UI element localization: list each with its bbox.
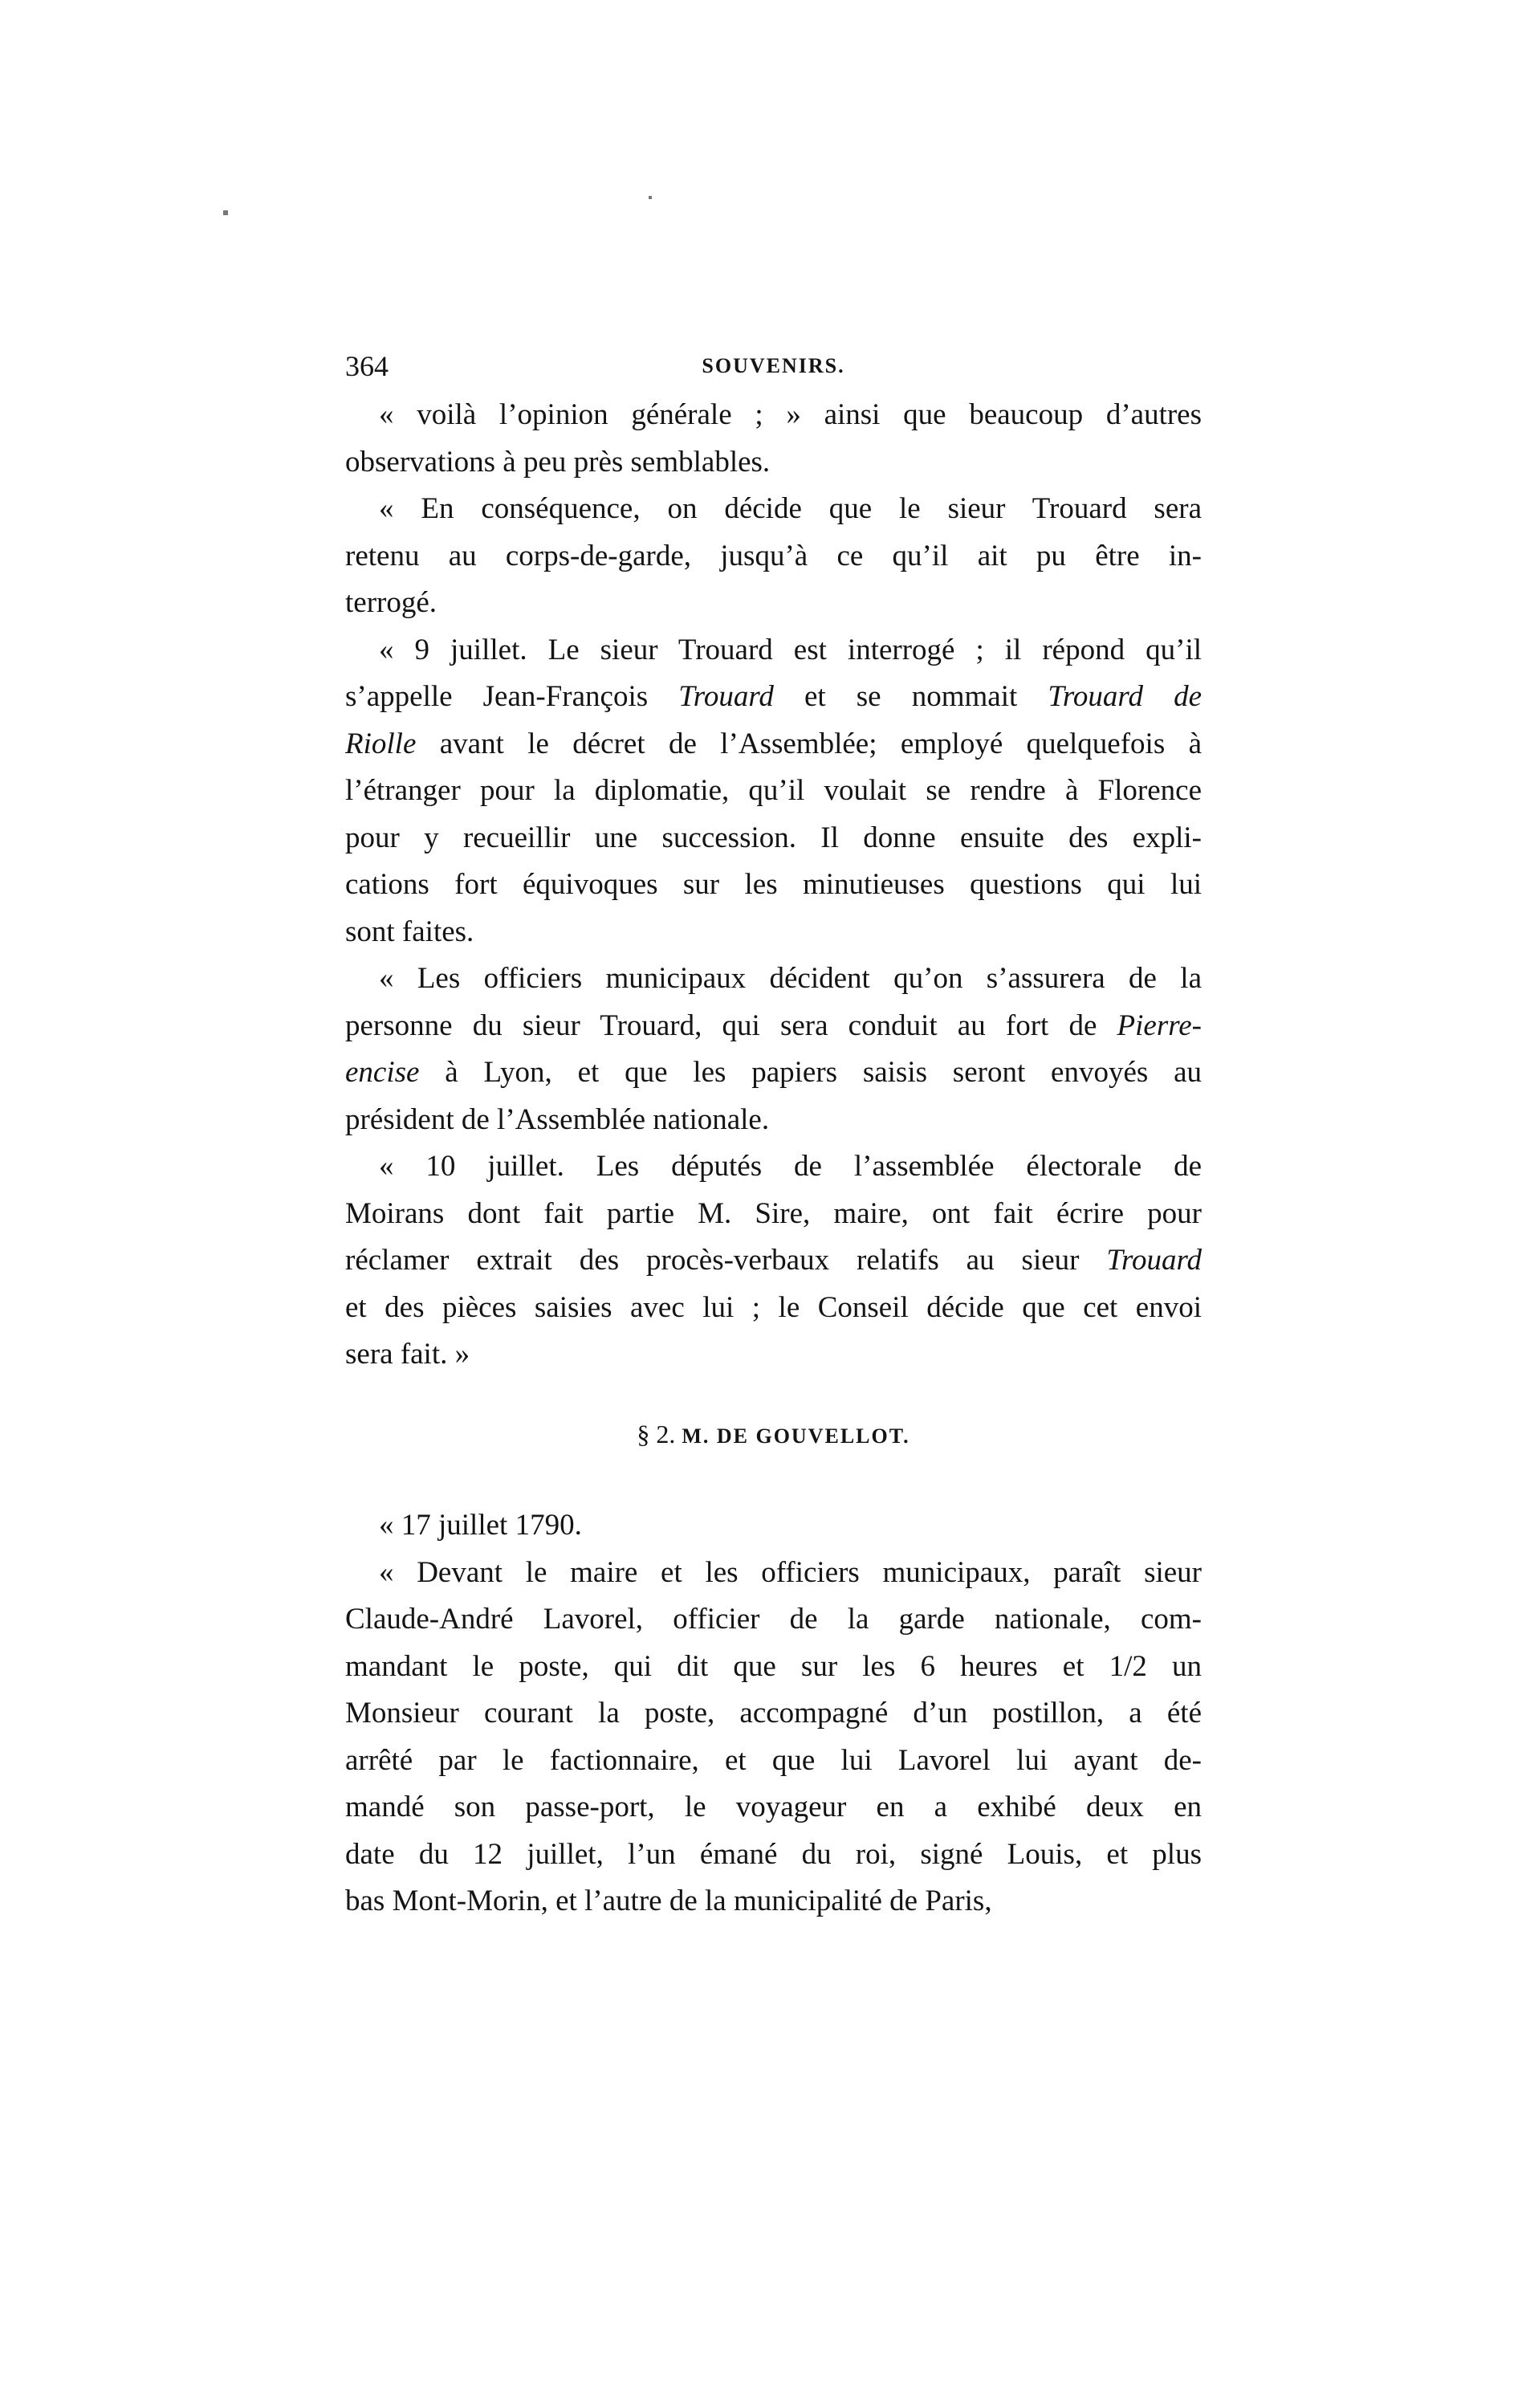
text-line <box>345 909 1202 956</box>
italic-text: Trouard de <box>1048 680 1202 713</box>
text-segment: personne du sieur Trouard, qui sera conduit au fort de <box>345 1008 1117 1042</box>
text-line <box>345 1690 1202 1738</box>
text-line <box>345 1285 1202 1332</box>
text-line <box>345 815 1202 862</box>
text-line <box>345 533 1202 581</box>
text-segment: président de l’Assemblée nationale. <box>345 1102 770 1136</box>
text-line <box>345 1784 1202 1831</box>
paragraph <box>345 1143 1202 1379</box>
text-line <box>345 627 1202 674</box>
text-block-trouard <box>345 392 1202 1379</box>
text-line <box>345 862 1202 909</box>
text-line <box>345 1878 1202 1925</box>
text-segment: « Devant le maire et les officiers municipaux, paraît sieur <box>379 1555 1202 1589</box>
text-segment: réclamer extrait des procès-verbaux relatifs au sieur <box>345 1244 1107 1277</box>
text-line <box>345 439 1202 487</box>
paragraph <box>345 392 1202 486</box>
italic-text: Pierre- <box>1117 1008 1202 1042</box>
text-line <box>345 1143 1202 1191</box>
section-title-text: M. DE GOUVELLOT. <box>682 1424 910 1448</box>
text-line <box>345 580 1202 627</box>
text-line <box>345 1502 1202 1550</box>
text-line <box>345 392 1202 439</box>
text-segment: Monsieur courant la poste, accompagné d’un postillon, a été <box>345 1697 1202 1730</box>
text-segment: Claude-André Lavorel, officier de la garde nationale, com- <box>345 1603 1202 1636</box>
paragraph <box>345 486 1202 627</box>
text-segment: pour y recueillir une succession. Il donne ensuite des expli- <box>345 821 1202 854</box>
text-segment: arrêté par le factionnaire, et que lui Lavorel lui ayant de- <box>345 1743 1202 1777</box>
text-line <box>345 1003 1202 1050</box>
running-title: SOUVENIRS. <box>702 354 845 377</box>
text-line <box>345 1049 1202 1097</box>
text-segment: « 17 juillet 1790. <box>379 1509 582 1542</box>
text-segment: avant le décret de l’Assemblée; employé quelquefois à <box>416 727 1202 760</box>
text-segment: « 9 juillet. Le sieur Trouard est interrogé ; il répond qu’il <box>379 633 1202 666</box>
text-line <box>345 674 1202 721</box>
text-segment: « En conséquence, on décide que le sieur Trouard sera <box>379 492 1202 525</box>
text-segment: cations fort équivoques sur les minutieuses questions qui lui <box>345 868 1202 901</box>
scan-speck <box>223 210 228 215</box>
text-line <box>345 1331 1202 1379</box>
paragraph <box>345 1550 1202 1925</box>
page-number: 364 <box>345 350 389 382</box>
text-line <box>345 1644 1202 1691</box>
text-line <box>345 486 1202 533</box>
paragraph <box>345 1502 1202 1550</box>
text-segment: l’étranger pour la diplomatie, qu’il voulait se rendre à Florence <box>345 774 1202 807</box>
text-segment: terrogé. <box>345 586 437 619</box>
scan-speck <box>649 196 652 199</box>
paragraph <box>345 955 1202 1143</box>
text-segment: date du 12 juillet, l’un émané du roi, signé Louis, et plus <box>345 1837 1202 1871</box>
text-segment: sera fait. » <box>345 1338 470 1371</box>
text-segment: « 10 juillet. Les députés de l’assemblée électorale de <box>379 1150 1202 1183</box>
text-segment: retenu au corps-de-garde, jusqu’à ce qu’il ait pu être in- <box>345 539 1202 572</box>
text-segment: sont faites. <box>345 915 474 948</box>
text-block-gouvellot <box>345 1502 1202 1925</box>
text-segment: « Les officiers municipaux décident qu’on s’assurera de la <box>379 962 1202 995</box>
text-line <box>345 1596 1202 1644</box>
text-segment: et se nommait <box>773 680 1048 713</box>
italic-text: Trouard <box>678 680 774 713</box>
paragraph <box>345 627 1202 956</box>
text-segment: s’appelle Jean-François <box>345 680 679 713</box>
text-segment: mandant le poste, qui dit que sur les 6 heures et 1/2 un <box>345 1649 1202 1683</box>
text-segment: observations à peu près semblables. <box>345 445 771 479</box>
text-line <box>345 955 1202 1003</box>
text-line <box>345 768 1202 815</box>
text-segment: à Lyon, et que les papiers saisis seront envoyés au <box>419 1056 1202 1089</box>
text-line <box>345 1738 1202 1785</box>
text-line <box>345 721 1202 768</box>
text-line <box>345 1237 1202 1285</box>
italic-text: Riolle <box>345 727 417 760</box>
text-line <box>345 1831 1202 1879</box>
italic-text: Trouard <box>1106 1244 1202 1277</box>
italic-text: encise <box>345 1056 420 1089</box>
text-segment: « voilà l’opinion générale ; » ainsi que beaucoup d’autres <box>379 398 1202 431</box>
text-segment: bas Mont-Morin, et l’autre de la municipalité de Paris, <box>345 1884 992 1917</box>
running-header <box>345 343 1202 389</box>
text-line <box>345 1191 1202 1238</box>
text-line <box>345 1550 1202 1597</box>
text-segment: Moirans dont fait partie M. Sire, maire, ont fait écrire pour <box>345 1196 1202 1230</box>
section-number: § 2. <box>637 1420 676 1448</box>
text-line <box>345 1097 1202 1144</box>
text-segment: et des pièces saisies avec lui ; le Conseil décide que cet envoi <box>345 1290 1202 1324</box>
section-heading <box>345 1411 1202 1460</box>
text-segment: mandé son passe-port, le voyageur en a exhibé deux en <box>345 1791 1202 1823</box>
